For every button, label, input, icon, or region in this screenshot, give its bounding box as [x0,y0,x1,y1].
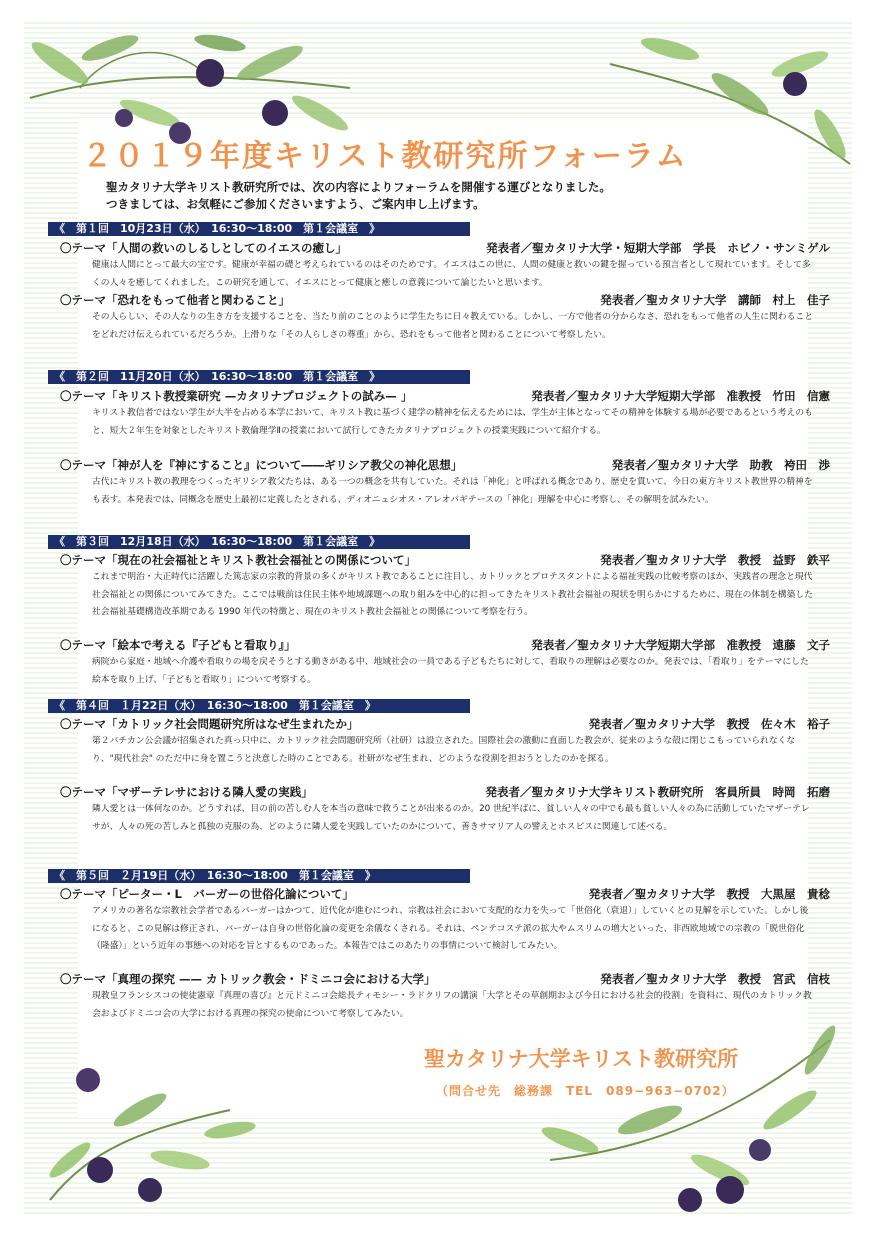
theme-presenter: 発表者／聖カタリナ大学短期大学部 准教授 竹田 信憲 [531,389,830,403]
session-4-header: 《 第４回 １月22日（水） 16:30〜18:00 第１会議室 》 [48,699,470,713]
theme-presenter: 発表者／聖カタリナ大学 教授 大黒屋 貴稔 [588,887,830,901]
theme-description: 第２バチカン公会議が招集された真っ只中に、カトリック社会問題研究所（社研）は設立された。国際社会の激動に直面した教会が、従来のような殻に閉じこもっていられなくなり、"現代社会" のただ中に身を置こうと決意した時のことである。社研がなぜ生まれ、どのような役割を担おうとしたのかを探る。 [92,736,796,764]
theme-presenter: 発表者／聖カタリナ大学・短期大学部 学長 ホビノ・サンミゲル [486,241,830,255]
page-title: ２０１９年度キリスト教研究所フォーラム [82,139,688,174]
theme-description: その人らしい、その人なりの生き方を支援することを、当たり前のことのように学生たちに日々教えている。しかし、一方で他者の分からなさ、恐れをもって他者の人生に関わることをどれだけ伝えられているだろうか。上滑りな「その人らしさの尊重」から、恐れをもって他者と関わることについて考察したい。 [92,312,813,340]
session-1-theme-2 [60,292,830,308]
theme-presenter: 発表者／聖カタリナ大学 教授 益野 鉄平 [600,553,830,567]
theme-presenter: 発表者／聖カタリナ大学 講師 村上 佳子 [600,293,830,307]
theme-title: 〇テーマ「真理の探究 —— カトリック教会・ドミニコ会における大学」 [60,972,436,986]
olive-branch-bottom-right-illustration [530,1000,850,1215]
session-4-theme-2 [60,784,830,800]
theme-title: 〇テーマ「ピーター・L バーガーの世俗化論について」 [60,887,354,901]
session-5-theme-1 [60,886,830,902]
session-5-theme-2 [60,971,830,987]
theme-title: 〇テーマ「神が人を『神にすること』について――ギリシア教父の神化思想」 [60,458,463,472]
theme-presenter: 発表者／聖カタリナ大学短期大学部 准教授 遠藤 文子 [531,638,830,652]
session-2-header: 《 第２回 11月20日（水） 16:30〜18:00 第１会議室 》 [48,370,470,384]
intro-line: つきましては、お気軽にご参加くださいますよう、ご案内申し上げます。 [106,197,485,211]
session-4-theme-1 [60,716,830,732]
session-2-theme-1 [60,388,830,404]
theme-description: 隣人愛とは一体何なのか。どうすれば、目の前の苦しむ人を本当の意味で救うことが出来るのか。20 世紀半ばに、貧しい人々の中でも最も貧しい人々の為に活動していたマザーテレサが、人々の死の苦しみと孤独の克服の為、どのように隣人愛を実践していたのかについて、善きサマリア人の譬えとホスピスに関連して述べる。 [92,804,810,832]
theme-description: 現教皇フランシスコの使徒憲章『真理の喜び』と元ドミニコ会総長ティモシー・ラドクリフの講演「大学とその草創期および今日における社会的役割」を資料に、現代のカトリック教会およびドミニコ会の大学における真理の探究の使命について考察してみたい。 [92,991,812,1019]
session-3-theme-2 [60,637,830,653]
theme-title: 〇テーマ「現在の社会福祉とキリスト教社会福祉との関係について」 [60,553,417,567]
theme-description: これまで明治・大正時代に活躍した篤志家の宗教的背景の多くがキリスト教であることに注目し、カトリックとプロテスタントによる福祉実践の比較考察のほか、実践者の理念と現代社会福祉との関係についてみてきた。ここでは戦前は住民主体や地域課題への取り組みを中心的に担ってきたキリスト教社会福祉の現状を明らかにするために、現在の体制を構築した社会福祉基礎構造改革期である 1990 年代の特徴と、現在のキリスト教社会福祉との関係について考察を行う。 [92,572,813,617]
intro-line: 聖カタリナ大学キリスト教研究所では、次の内容によりフォーラムを開催する運びとなりました。 [106,180,611,194]
session-3-header: 《 第３回 12月18日（水） 16:30〜18:00 第１会議室 》 [48,535,470,549]
session-2-theme-2 [60,457,830,473]
theme-description: アメリカの著名な宗教社会学者であるバーガーはかつて、近代化が進むにつれ、宗教は社会において支配的な力を失って「世俗化（衰退）」していくとの見解を示していた。しかし後になると、この見解は修正され、バーガーは自身の世俗化論の変更を余儀なくされる。それは、ペンテコステ派の拡大やムスリムの増大といった、非西欧地域での宗教の「脱世俗化（隆盛）」という近年の事態への対応を旨とするものであった。本報告ではこのあたりの事情について検討してみたい。 [92,906,809,951]
theme-title: 〇テーマ「キリスト教授業研究 —カタリナプロジェクトの試み— 」 [60,389,413,403]
theme-description: キリスト教信者ではない学生が大半を占める本学において、キリスト教に基づく建学の精神を伝えるためには、学生が主体となってその精神を体験する場が必要であるという考えのもと、短大２年生を対象としたキリスト教倫理学Ⅱの授業において試行してきたカタリナプロジェクトの授業実践について紹介する。 [92,408,813,436]
theme-title: 〇テーマ「絵本で考える『子どもと看取り』」 [60,638,296,652]
theme-title: 〇テーマ「カトリック社会問題研究所はなぜ生まれたか」 [60,717,359,731]
olive-branch-bottom-left-illustration [30,1050,270,1220]
theme-title: 〇テーマ「マザーテレサにおける隣人愛の実践」 [60,785,313,799]
contact-info: （問合せ先 総務課 TEL 089−963−0702） [436,1084,735,1098]
organization-name: 聖カタリナ大学キリスト教研究所 [424,1047,739,1071]
session-3-theme-1 [60,552,830,568]
theme-presenter: 発表者／聖カタリナ大学キリスト教研究所 客員所員 時岡 拓磨 [485,785,830,799]
session-1-theme-1 [60,240,830,256]
theme-title: 〇テーマ「恐れをもって他者と関わること」 [60,293,290,307]
intro-text [106,179,806,213]
session-1-header: 《 第１回 10月23日（水） 16:30〜18:00 第１会議室 》 [48,222,470,236]
session-5-header: 《 第５回 ２月19日（水） 16:30〜18:00 第１会議室 》 [48,869,470,883]
theme-description: 病院から家庭・地域へ介護や看取りの場を戻そうとする動きがある中、地域社会の一員である子どもたちに対して、看取りの理解は必要なのか。発表では、「看取り」をテーマにした絵本を取り上げ、「子どもと看取り」について考察する。 [92,657,809,685]
theme-presenter: 発表者／聖カタリナ大学 教授 佐々木 裕子 [588,717,830,731]
theme-presenter: 発表者／聖カタリナ大学 助教 袴田 渉 [611,458,830,472]
theme-presenter: 発表者／聖カタリナ大学 教授 宮武 信枝 [600,972,830,986]
theme-title: 〇テーマ「人間の救いのしるしとしてのイエスの癒し」 [60,241,348,255]
theme-description: 古代にキリスト教の教理をつくったギリシア教父たちは、ある一つの概念を共有していた。それは「神化」と呼ばれる概念であり、歴史を貫いて、今日の東方キリスト教世界の精神をも表す。本発表では、同概念を歴史上最初に定義したとされる、ディオニュシオス・アレオパギテースの「神化」理解を中心に考察し、その解明を試みたい。 [92,477,813,505]
theme-description: 健康は人間にとって最大の宝です。健康が幸福の礎と考えられているのはそのためです。イエスはこの世に、人間の健康と救いの鍵を握っている預言者として現れています。そして多くの人々を癒してくれました。この研究を通して、イエスにとって健康と癒しの意義について論じたいと思います。 [92,260,811,288]
